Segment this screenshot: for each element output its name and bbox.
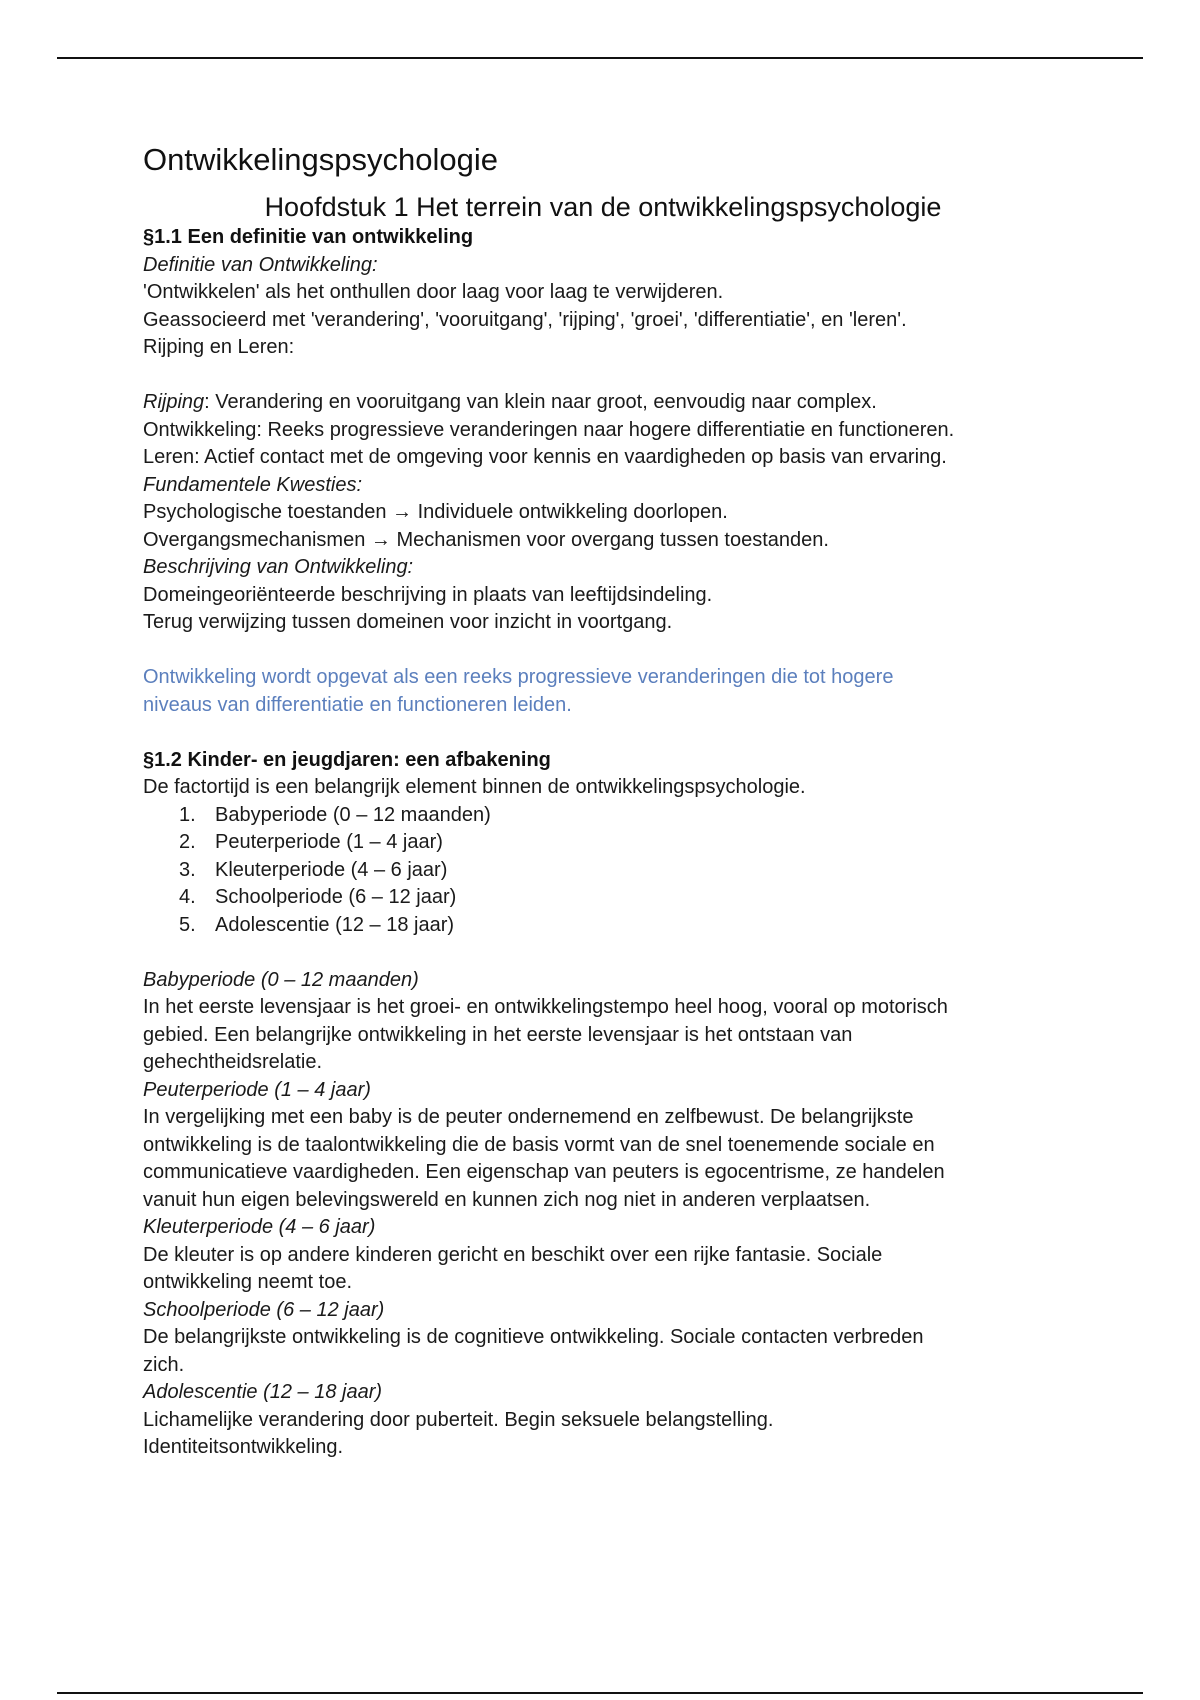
paragraph-line: vanuit hun eigen belevingswereld en kunnen zich nog niet in anderen verplaatsen. — [143, 1188, 871, 1211]
paragraph-line: In het eerste levensjaar is het groei- en ontwikkelingstempo heel hoog, vooral op motorisch — [143, 996, 948, 1018]
blank-line — [143, 939, 1063, 967]
summary-highlight-line: niveaus van differentiatie en functioneren leiden. — [143, 693, 572, 716]
subheading-kleuterperiode: Kleuterperiode (4 – 6 jaar) — [143, 1216, 376, 1238]
subheading-definitie: Definitie van Ontwikkeling: — [143, 253, 378, 276]
list-number: 3. — [179, 858, 196, 881]
blank-line — [143, 719, 1063, 747]
beschrijving-line: Domeingeoriënteerde beschrijving in plaats van leeftijdsindeling. — [143, 583, 713, 606]
paragraph-line: ontwikkeling neemt toe. — [143, 1271, 353, 1293]
paragraph-line: De kleuter is op andere kinderen gericht en beschikt over een rijke fantasie. Sociale — [143, 1243, 883, 1266]
section-heading-1-2: §1.2 Kinder- en jeugdjaren: een afbakening — [143, 748, 551, 771]
rijping-term: Rijping — [143, 391, 205, 413]
paragraph-line: communicatieve vaardigheden. Een eigenschap van peuters is egocentrisme, ze handelen — [143, 1161, 945, 1183]
list-label: Kleuterperiode (4 – 6 jaar) — [215, 858, 448, 881]
paragraph-line: zich. — [143, 1353, 185, 1376]
list-number: 1. — [179, 803, 196, 826]
subheading-adolescentie: Adolescentie (12 – 18 jaar) — [143, 1381, 383, 1403]
document-page — [143, 140, 1063, 1462]
paragraph-line: ontwikkeling is de taalontwikkeling die de basis vormt van de snel toenemende sociale en — [143, 1133, 935, 1156]
subheading-babyperiode: Babyperiode (0 – 12 maanden) — [143, 968, 419, 991]
period-list — [143, 802, 1063, 940]
list-number: 5. — [179, 913, 196, 936]
blank-line — [143, 362, 1063, 390]
paragraph-line: gehechtheidsrelatie. — [143, 1051, 323, 1073]
leren-line: Leren: Actief contact met de omgeving voor kennis en vaardigheden op basis van ervaring. — [143, 446, 947, 468]
paragraph-line: De belangrijkste ontwikkeling is de cognitieve ontwikkeling. Sociale contacten verbreden — [143, 1326, 924, 1348]
list-label: Babyperiode (0 – 12 maanden) — [215, 803, 491, 826]
paragraph-line: gebied. Een belangrijke ontwikkeling in het eerste levensjaar is het ontstaan van — [143, 1023, 853, 1046]
subheading-beschrijving: Beschrijving van Ontwikkeling: — [143, 556, 414, 578]
chapter-title: Hoofdstuk 1 Het terrein van de ontwikkelingspsychologie — [264, 192, 942, 222]
footer-rule — [57, 1692, 1143, 1694]
paragraph-line: 'Ontwikkelen' als het onthullen door laag voor laag te verwijderen. — [143, 281, 724, 303]
list-label: Adolescentie (12 – 18 jaar) — [215, 913, 455, 936]
paragraph-line: In vergelijking met een baby is de peuter ondernemend en zelfbewust. De belangrijkste — [143, 1106, 914, 1128]
document-title: Ontwikkelingspsychologie — [143, 142, 498, 177]
list-item — [179, 802, 1063, 830]
paragraph-line: Identiteitsontwikkeling. — [143, 1436, 344, 1458]
rijping-line — [143, 389, 1063, 417]
subheading-fundamentele: Fundamentele Kwesties: — [143, 473, 363, 496]
beschrijving-line: Terug verwijzing tussen domeinen voor inzicht in voortgang. — [143, 611, 673, 633]
list-item — [179, 884, 1063, 912]
summary-highlight-line: Ontwikkeling wordt opgevat als een reeks progressieve veranderingen die tot hogere — [143, 666, 894, 688]
rijping-text: : Verandering en vooruitgang van klein naar groot, eenvoudig naar complex. — [204, 391, 877, 413]
list-item — [179, 857, 1063, 885]
kwestie-line: Overgangsmechanismen → Mechanismen voor overgang tussen toestanden. — [143, 528, 829, 551]
ontwikkeling-line: Ontwikkeling: Reeks progressieve veranderingen naar hogere differentiatie en functioneren. — [143, 418, 955, 441]
list-number: 4. — [179, 886, 196, 908]
subheading-schoolperiode: Schoolperiode (6 – 12 jaar) — [143, 1298, 385, 1321]
section-intro: De factortijd is een belangrijk element binnen de ontwikkelingspsychologie. — [143, 776, 806, 798]
paragraph-line: Lichamelijke verandering door puberteit. Begin seksuele belangstelling. — [143, 1408, 774, 1431]
list-item — [179, 829, 1063, 857]
list-label: Schoolperiode (6 – 12 jaar) — [215, 886, 457, 908]
paragraph-line: Rijping en Leren: — [143, 336, 295, 358]
blank-line — [143, 637, 1063, 665]
list-label: Peuterperiode (1 – 4 jaar) — [215, 831, 443, 853]
paragraph-line: Geassocieerd met 'verandering', 'vooruitgang', 'rijping', 'groei', 'differentiatie', en 'leren'. — [143, 308, 907, 331]
section-heading-1-1: §1.1 Een definitie van ontwikkeling — [143, 226, 474, 248]
subheading-peuterperiode: Peuterperiode (1 – 4 jaar) — [143, 1078, 371, 1101]
list-number: 2. — [179, 831, 196, 853]
header-rule — [57, 57, 1143, 59]
list-item — [179, 912, 1063, 940]
kwestie-line: Psychologische toestanden → Individuele ontwikkeling doorlopen. — [143, 501, 728, 523]
